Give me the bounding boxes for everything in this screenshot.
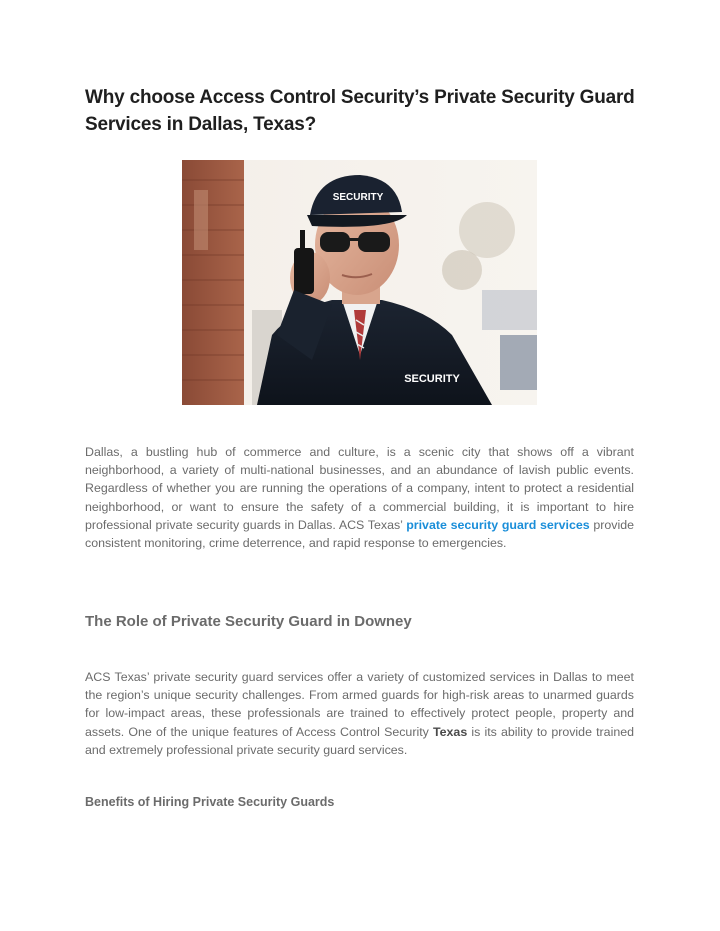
page-title: Why choose Access Control Security’s Private Security Guard Services in Dallas, Texas? (85, 87, 635, 135)
section-heading-benefits: Benefits of Hiring Private Security Guards (85, 795, 335, 809)
intro-text-after-link: provide consistent monitoring, crime deterrence, and rapid response to emergencies. (85, 517, 634, 551)
cap-lettering: SECURITY (332, 192, 384, 203)
role-bold-text: Texas (433, 724, 468, 739)
jacket-lettering: SECURITY (404, 373, 460, 385)
private-security-guard-services-link[interactable]: private security guard services (406, 517, 590, 532)
hero-image-security-guard (182, 160, 537, 405)
intro-text-before-link: Dallas, a bustling hub of commerce and culture, is a scenic city that shows off a vibrant neighborhood, a variety of multi-national businesses, and an abundance of lavish public events. Regardless of whether you are running the operations of a company, intent to protect a residential neighborhood, or want to ensure the safety of a commercial building, it is important to hire professional private security guards in Dallas. ACS Texas’ (85, 445, 634, 532)
intro-paragraph (85, 443, 634, 552)
role-text-after-bold: is its ability to provide trained and extremely professional private security guard services. (85, 724, 634, 757)
role-text-before-bold: ACS Texas’ private security guard services offer a variety of customized services in Dallas to meet the region’s unique security challenges. From armed guards for high-risk areas to unarmed guards for low-impact areas, these professionals are trained to effectively protect people, property and assets. One of the unique features of Access Control Security (85, 670, 634, 739)
section-heading-role: The Role of Private Security Guard in Downey (85, 613, 412, 630)
role-paragraph (85, 668, 634, 759)
